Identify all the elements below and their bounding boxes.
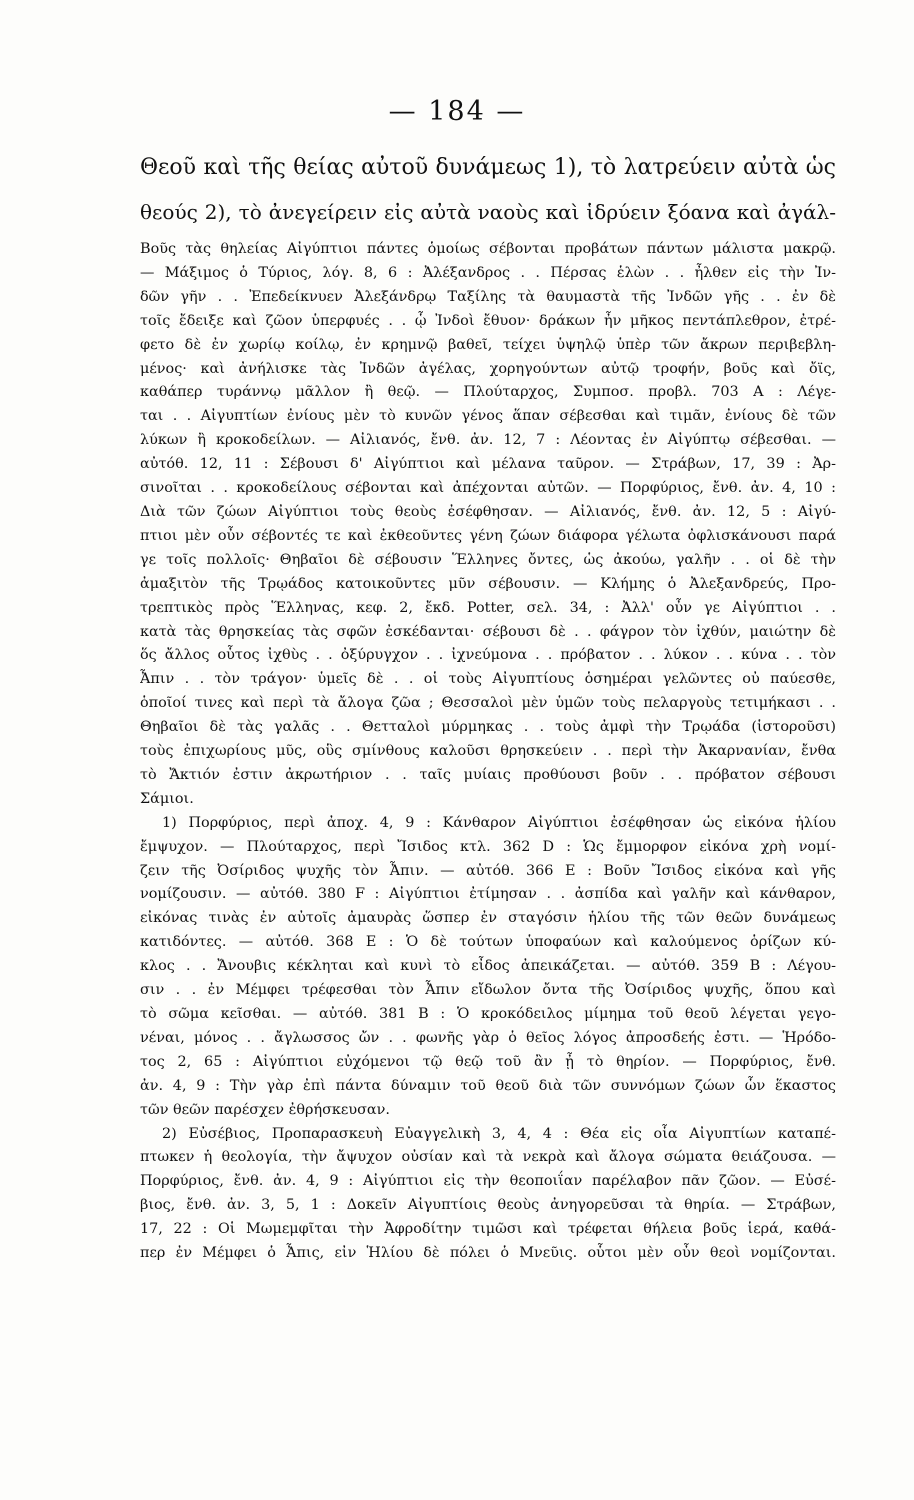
footnote-line: λύκων ἢ κροκοδείλων. — Αἰλιανός, ἔνθ. ἀν. 12, 7 : Λέοντας ἐν Αἰγύπτῳ σέβεσθαι. — [140,432,836,449]
footnote-line: Διὰ τῶν ζώων Αἰγύπτιοι τοὺς θεοὺς ἐσέφθησαν. — Αἰλιανός, ἔνθ. ἀν. 12, 5 : Αἰγύ- [140,503,836,520]
footnote-line: σινοῖται . . κροκοδείλους σέβονται καὶ ἀπέχονται αὐτῶν. — Πορφύριος, ἔνθ. ἀν. 4, 10 : [140,480,836,497]
footnote-line: δῶν γῆν . . Ἐπεδείκνυεν Ἀλεξάνδρῳ Ταξίλης τὰ θαυμαστὰ τῆς Ἰνδῶν γῆς . . ἐν δὲ [140,288,836,305]
footnote-line: περ ἐν Μέμφει ὁ Ἆπις, εἰν Ἡλίου δὲ πόλει ὁ Μνεῦις. οὗτοι μὲν οὖν θεοὶ νομίζονται. [140,1245,836,1262]
footnote-line: κατιδόντες. — αὐτόθ. 368 E : Ὁ δὲ τούτων ὑποφαύων καὶ καλούμενος ὁρίζων κύ- [140,934,836,951]
main-text [140,146,836,234]
footnote-line: πτωκεν ἡ θεολογία, τὴν ἄψυχον οὐσίαν καὶ τὰ νεκρὰ καὶ ἄλογα σώματα θειάζουσα. — [140,1149,836,1166]
footnote-line: ὅς ἄλλος οὗτος ἰχθὺς . . ὀξύρυγχον . . ἰχνεύμονα . . πρόβατον . . λύκον . . κύνα . . τὸν [140,647,836,664]
footnote-line: σιν . . ἐν Μέμφει τρέφεσθαι τὸν Ἆπιν εἴδωλον ὄντα τῆς Ὀσίριδος ψυχῆς, ὅπου καὶ [140,982,836,999]
footnote-line: νομίζουσιν. — αὐτόθ. 380 F : Αἰγύπτιοι ἐτίμησαν . . ἀσπίδα καὶ γαλῆν καὶ κάνθαρον, [140,886,836,903]
footnote-line: τοὺς ἐπιχωρίους μῦς, οὓς σμίνθους καλοῦσι θρησκεύειν . . περὶ τὴν Ἀκαρνανίαν, ἔνθα [140,743,836,760]
footnote-line: τὸ Ἄκτιόν ἐστιν ἀκρωτήριον . . ταῖς μυίαις προθύουσι βοῦν . . πρόβατον σέβουσι [140,766,836,783]
footnote-line: φετο δὲ ἐν χωρίῳ κοίλῳ, ἐν κρημνῷ βαθεῖ, τείχει ὑψηλῷ ὑπὲρ τῶν ἄκρων περιβεβλη- [140,336,836,353]
footnote-line: εἰκόνας τινὰς ἐν αὐτοῖς ἀμαυρὰς ὥσπερ ἐν σταγόσιν ἡλίου τῆς τῶν θεῶν δυνάμεως [140,910,836,927]
footnote-line: 17, 22 : Οἱ Μωμεμφῖται τὴν Ἀφροδίτην τιμῶσι καὶ τρέφεται θήλεια βοῦς ἱερά, καθά- [140,1221,836,1238]
footnote-line: τοῖς ἔδειξε καὶ ζῶον ὑπερφυές . . ᾧ Ἰνδοὶ ἔθυον· δράκων ἦν μῆκος πεντάπλεθρον, ἐτρέ- [140,312,836,329]
footnote-line: ὁποῖοί τινες καὶ περὶ τὰ ἄλογα ζῶα ; Θεσσαλοὶ μὲν ὑμῶν τοὺς πελαργοὺς τετιμήκασι . . [140,695,836,712]
footnote-line: Θηβαῖοι δὲ τὰς γαλᾶς . . Θετταλοὶ μύρμηκας . . τοὺς ἀμφὶ τὴν Τρῳάδα (ἱστοροῦσι) [140,719,836,736]
page-number: — 184 — [388,96,526,127]
footnote-line: Ἆπιν . . τὸν τράγον· ὑμεῖς δὲ . . οἱ τοὺς Αἰγυπτίους ὁσημέραι γελῶντες οὐ παύεσθε, [140,671,836,688]
footnote-line: γε τοῖς πολλοῖς· Θηβαῖοι δὲ σέβουσιν Ἕλληνες ὄντες, ὡς ἀκούω, γαλῆν . . οἱ δὲ τὴν [140,551,836,568]
footnote-line: μένος· καὶ ἀνήλισκε τὰς Ἰνδῶν ἀγέλας, χορηγούντων αὐτῷ τροφήν, βοῦς καὶ ὄϊς, [140,360,836,377]
footnote-line: ται . . Αἰγυπτίων ἐνίους μὲν τὸ κυνῶν γένος ἅπαν σέβεσθαι καὶ τιμᾶν, ἐνίους δὲ τῶν [140,408,836,425]
footnote-line: 2) Εὐσέβιος, Προπαρασκευὴ Εὐαγγελικὴ 3, 4, 4 : Θέα εἰς οἷα Αἰγυπτίων καταπέ- [162,1125,836,1142]
footnote-line: αὐτόθ. 12, 11 : Σέβουσι δ' Αἰγύπτιοι καὶ μέλανα ταῦρον. — Στράβων, 17, 39 : Ἀρ- [140,456,836,473]
footnote-line: τος 2, 65 : Αἰγύπτιοι εὐχόμενοι τῷ θεῷ τοῦ ἂν ᾖ τὸ θηρίον. — Πορφύριος, ἔνθ. [140,1053,836,1070]
footnote-line: ἔμψυχον. — Πλούταρχος, περὶ Ἴσιδος κτλ. 362 D : Ὡς ἔμμορφον εἰκόνα χρὴ νομί- [140,838,836,855]
footnote-line: 1) Πορφύριος, περὶ ἀποχ. 4, 9 : Κάνθαρον Αἰγύπτιοι ἐσέφθησαν ὡς εἰκόνα ἡλίου [162,814,836,831]
footnote-line: κλος . . Ἄνουβις κέκληται καὶ κυνὶ τὸ εἶδος ἀπεικάζεται. — αὐτόθ. 359 B : Λέγου- [140,958,836,975]
footnote-line: πτιοι μὲν οὖν σέβοντές τε καὶ ἐκθεοῦντες γένη ζώων διάφορα γέλωτα ὀφλισκάνουσι παρά [140,527,836,544]
footnotes [140,238,836,1266]
footnote-line: βιος, ἔνθ. ἀν. 3, 5, 1 : Δοκεῖν Αἰγυπτίοις θεοὺς ἀνηγορεῦσαι τὰ θηρία. — Στράβων, [140,1197,836,1214]
footnote-line: τὸ σῶμα κεῖσθαι. — αὐτόθ. 381 B : Ὁ κροκόδειλος μίμημα τοῦ θεοῦ λέγεται γεγο- [140,1006,836,1022]
footnote-line: Βοῦς τὰς θηλείας Αἰγύπτιοι πάντες ὁμοίως σέβονται προβάτων πάντων μάλιστα μακρῷ. [140,241,836,257]
footnote-line: τρεπτικὸς πρὸς Ἕλληνας, κεφ. 2, ἔκδ. Potter, σελ. 34, : Ἀλλ' οὖν γε Αἰγύπτιοι . . [140,599,836,616]
footnote-line: ζειν τῆς Ὀσίριδος ψυχῆς τὸν Ἆπιν. — αὐτόθ. 366 E : Βοῦν Ἴσιδος εἰκόνα καὶ γῆς [140,862,836,879]
footnote-line: — Μάξιμος ὁ Τύριος, λόγ. 8, 6 : Ἀλέξανδρος . . Πέρσας ἑλὼν . . ἦλθεν εἰς τὴν Ἰν- [140,264,836,281]
footnote-line: ἀν. 4, 9 : Τὴν γὰρ ἐπὶ πάντα δύναμιν τοῦ θεοῦ διὰ τῶν συννόμων ζώων ὧν ἕκαστος [140,1077,836,1094]
footnote-line: κατὰ τὰς θρησκείας τὰς σφῶν ἐσκέδανται· σέβουσι δὲ . . φάγρον τὸν ἰχθύν, μαιώτην δὲ [140,623,836,640]
main-text-line: θεούς 2), τὸ ἀνεγείρειν εἰς αὐτὰ ναοὺς καὶ ἱδρύειν ξόανα καὶ ἀγάλ- [140,200,836,224]
footnote-line: ἀμαξιτὸν τῆς Τρῳάδος κατοικοῦντες μῦν σέβουσιν. — Κλήμης ὁ Ἀλεξανδρεύς, Προ- [140,575,836,592]
footnote-line: Πορφύριος, ἔνθ. ἀν. 4, 9 : Αἰγύπτιοι εἰς τὴν θεοποιΐαν παρέλαβον πᾶν ζῶον. — Εὐσέ- [140,1173,836,1190]
footnote-line: νέναι, μόνος . . ἄγλωσσος ὤν . . φωνῆς γὰρ ὁ θεῖος λόγος ἀπροσδεής ἐστι. — Ἡρόδο- [140,1029,836,1046]
main-text-line: Θεοῦ καὶ τῆς θείας αὐτοῦ δυνάμεως 1), τὸ λατρεύειν αὐτὰ ὡς [140,155,836,180]
footnote-line: καθάπερ τυράννῳ μᾶλλον ἢ θεῷ. — Πλούταρχος, Συμποσ. προβλ. 703 Α : Λέγε- [140,384,836,401]
footnote-line: τῶν θεῶν παρέσχεν ἐθρήσκευσαν. [140,1101,390,1118]
footnote-line: Σάμιοι. [140,790,194,807]
